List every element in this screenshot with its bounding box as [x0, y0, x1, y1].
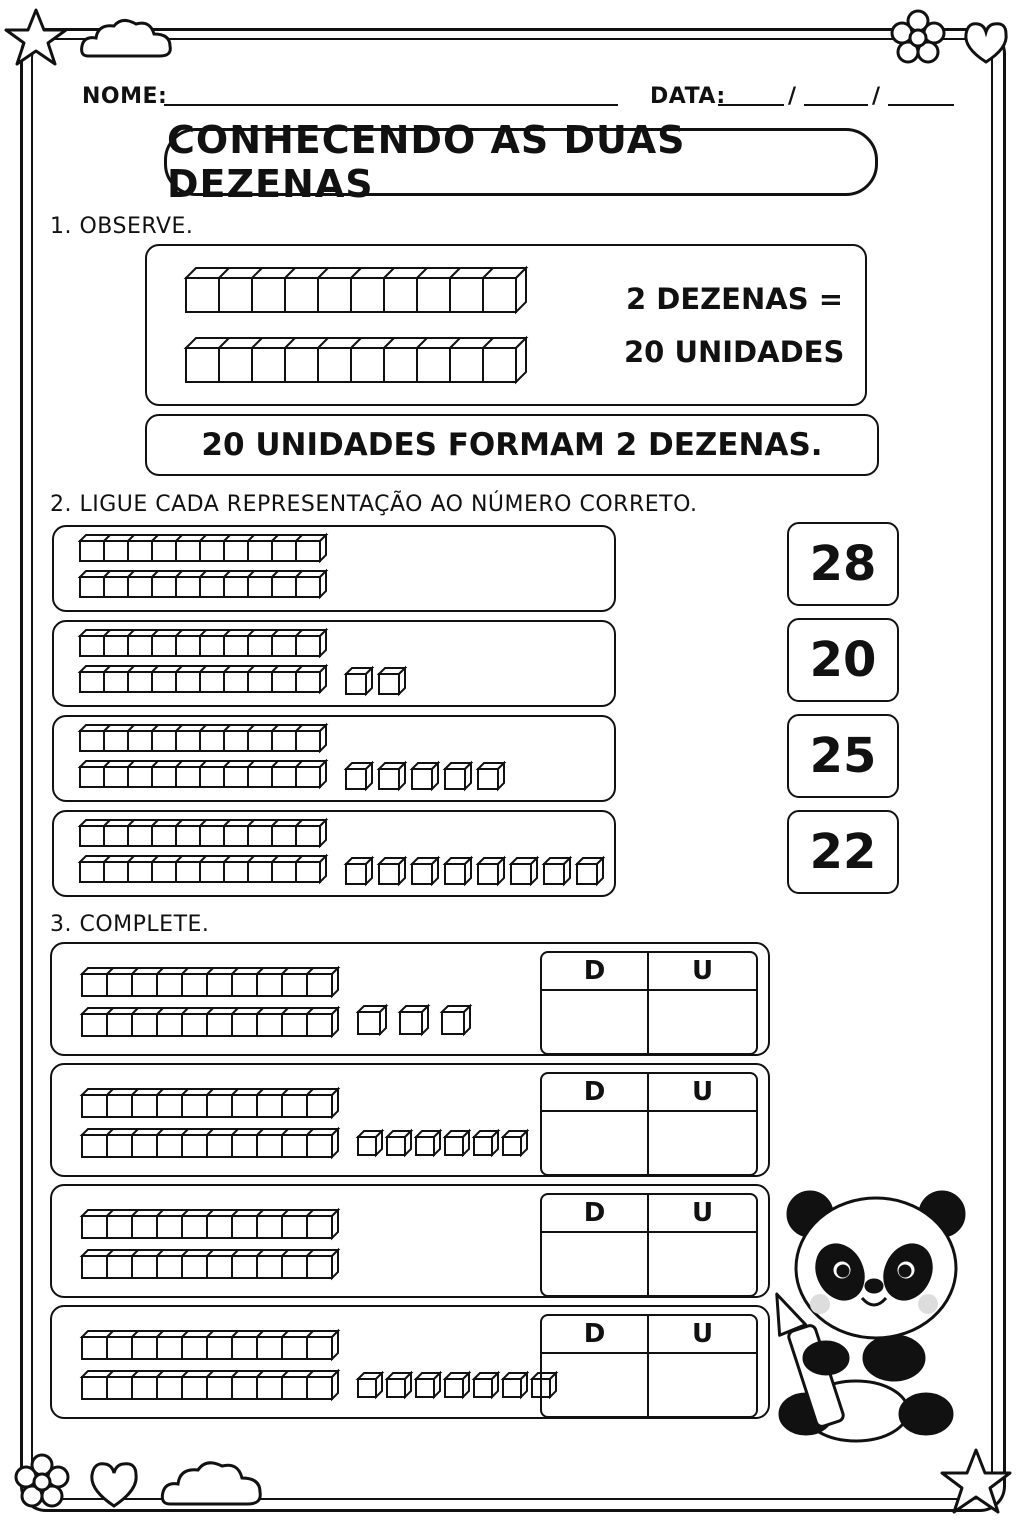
cloud-icon — [78, 16, 178, 64]
unit-cube — [442, 1006, 470, 1034]
units-header: U — [649, 1074, 756, 1112]
section-1-heading: 1. OBSERVE. — [50, 214, 194, 239]
ten-rod — [80, 571, 326, 597]
ten-rod — [80, 725, 326, 751]
ten-rod — [82, 1129, 338, 1157]
unit-cube — [511, 858, 537, 884]
date-month-field[interactable] — [804, 104, 868, 106]
ten-rod — [82, 1371, 338, 1399]
unit-cube — [387, 1373, 411, 1397]
date-day-field[interactable] — [718, 104, 784, 106]
base-ten-blocks — [76, 964, 536, 1040]
tens-answer-cell[interactable] — [542, 991, 649, 1053]
heart-icon — [962, 20, 1012, 66]
units-answer-cell[interactable] — [649, 1354, 756, 1416]
star-icon — [940, 1446, 1016, 1518]
number-option[interactable]: 20 — [787, 618, 899, 702]
unit-cube — [358, 1006, 386, 1034]
number-option[interactable]: 28 — [787, 522, 899, 606]
base-ten-blocks — [76, 1327, 536, 1403]
ten-rod — [80, 535, 326, 561]
ten-rod — [80, 820, 326, 846]
unit-cube — [544, 858, 570, 884]
date-separator: / — [872, 84, 881, 109]
du-table — [540, 951, 758, 1055]
unit-cube — [445, 1131, 469, 1155]
ten-rod — [80, 856, 326, 882]
unit-cube — [379, 668, 405, 694]
tens-answer-cell[interactable] — [542, 1233, 649, 1295]
tens-header: D — [542, 953, 649, 991]
date-year-field[interactable] — [888, 104, 954, 106]
ten-rod — [82, 968, 338, 996]
date-label: DATA: — [650, 84, 726, 109]
heart-icon — [88, 1460, 142, 1510]
unit-cube — [358, 1131, 382, 1155]
du-table — [540, 1072, 758, 1176]
unit-cube — [379, 858, 405, 884]
tens-header: D — [542, 1074, 649, 1112]
cloud-icon — [160, 1458, 270, 1512]
ten-rod — [186, 268, 526, 312]
equivalence-line-1: 2 DEZENAS = — [626, 282, 843, 316]
units-answer-cell[interactable] — [649, 1112, 756, 1174]
star-icon — [4, 6, 74, 70]
tens-header: D — [542, 1316, 649, 1354]
name-field[interactable] — [164, 104, 618, 106]
base-ten-blocks — [74, 533, 614, 605]
base-ten-blocks — [74, 818, 614, 890]
unit-cube — [346, 763, 372, 789]
unit-cube — [445, 763, 471, 789]
unit-cube — [379, 763, 405, 789]
ten-rod — [80, 666, 326, 692]
units-header: U — [649, 1195, 756, 1233]
base-ten-blocks — [74, 723, 614, 795]
unit-cube — [478, 763, 504, 789]
tens-header: D — [542, 1195, 649, 1233]
statement-box: 20 UNIDADES FORMAM 2 DEZENAS. — [145, 414, 879, 476]
name-label: NOME: — [82, 84, 168, 109]
unit-cube — [416, 1373, 440, 1397]
unit-cube — [412, 858, 438, 884]
base-ten-blocks — [74, 628, 614, 700]
ten-rod — [186, 338, 526, 382]
unit-cube — [412, 763, 438, 789]
units-answer-cell[interactable] — [649, 1233, 756, 1295]
unit-cube — [346, 858, 372, 884]
tens-answer-cell[interactable] — [542, 1354, 649, 1416]
tens-answer-cell[interactable] — [542, 1112, 649, 1174]
section-2-heading: 2. LIGUE CADA REPRESENTAÇÃO AO NÚMERO CORRETO. — [50, 492, 698, 517]
ten-rod — [80, 761, 326, 787]
flower-icon — [888, 8, 948, 68]
unit-cube — [503, 1131, 527, 1155]
section-3-heading: 3. COMPLETE. — [50, 912, 210, 937]
unit-cube — [387, 1131, 411, 1155]
units-answer-cell[interactable] — [649, 991, 756, 1053]
unit-cube — [445, 1373, 469, 1397]
ten-rod — [82, 1089, 338, 1117]
units-header: U — [649, 953, 756, 991]
page-title: CONHECENDO AS DUAS DEZENAS — [164, 128, 878, 196]
ten-rod — [82, 1250, 338, 1278]
unit-cube — [503, 1373, 527, 1397]
base-ten-blocks — [76, 1206, 536, 1282]
number-option[interactable]: 25 — [787, 714, 899, 798]
unit-cube — [478, 858, 504, 884]
number-option[interactable]: 22 — [787, 810, 899, 894]
ten-rods-illustration — [180, 264, 580, 386]
unit-cube — [416, 1131, 440, 1155]
flower-icon — [12, 1452, 72, 1512]
du-table — [540, 1193, 758, 1297]
ten-rod — [82, 1331, 338, 1359]
equivalence-line-2: 20 UNIDADES — [624, 335, 845, 369]
unit-cube — [346, 668, 372, 694]
ten-rod — [82, 1008, 338, 1036]
base-ten-blocks — [76, 1085, 536, 1161]
ten-rod — [80, 630, 326, 656]
unit-cube — [474, 1373, 498, 1397]
units-header: U — [649, 1316, 756, 1354]
unit-cube — [358, 1373, 382, 1397]
unit-cube — [474, 1131, 498, 1155]
date-separator: / — [788, 84, 797, 109]
unit-cube — [445, 858, 471, 884]
unit-cube — [400, 1006, 428, 1034]
unit-cube — [577, 858, 603, 884]
ten-rod — [82, 1210, 338, 1238]
du-table — [540, 1314, 758, 1418]
panda-with-pencil-illustration — [776, 1186, 976, 1446]
